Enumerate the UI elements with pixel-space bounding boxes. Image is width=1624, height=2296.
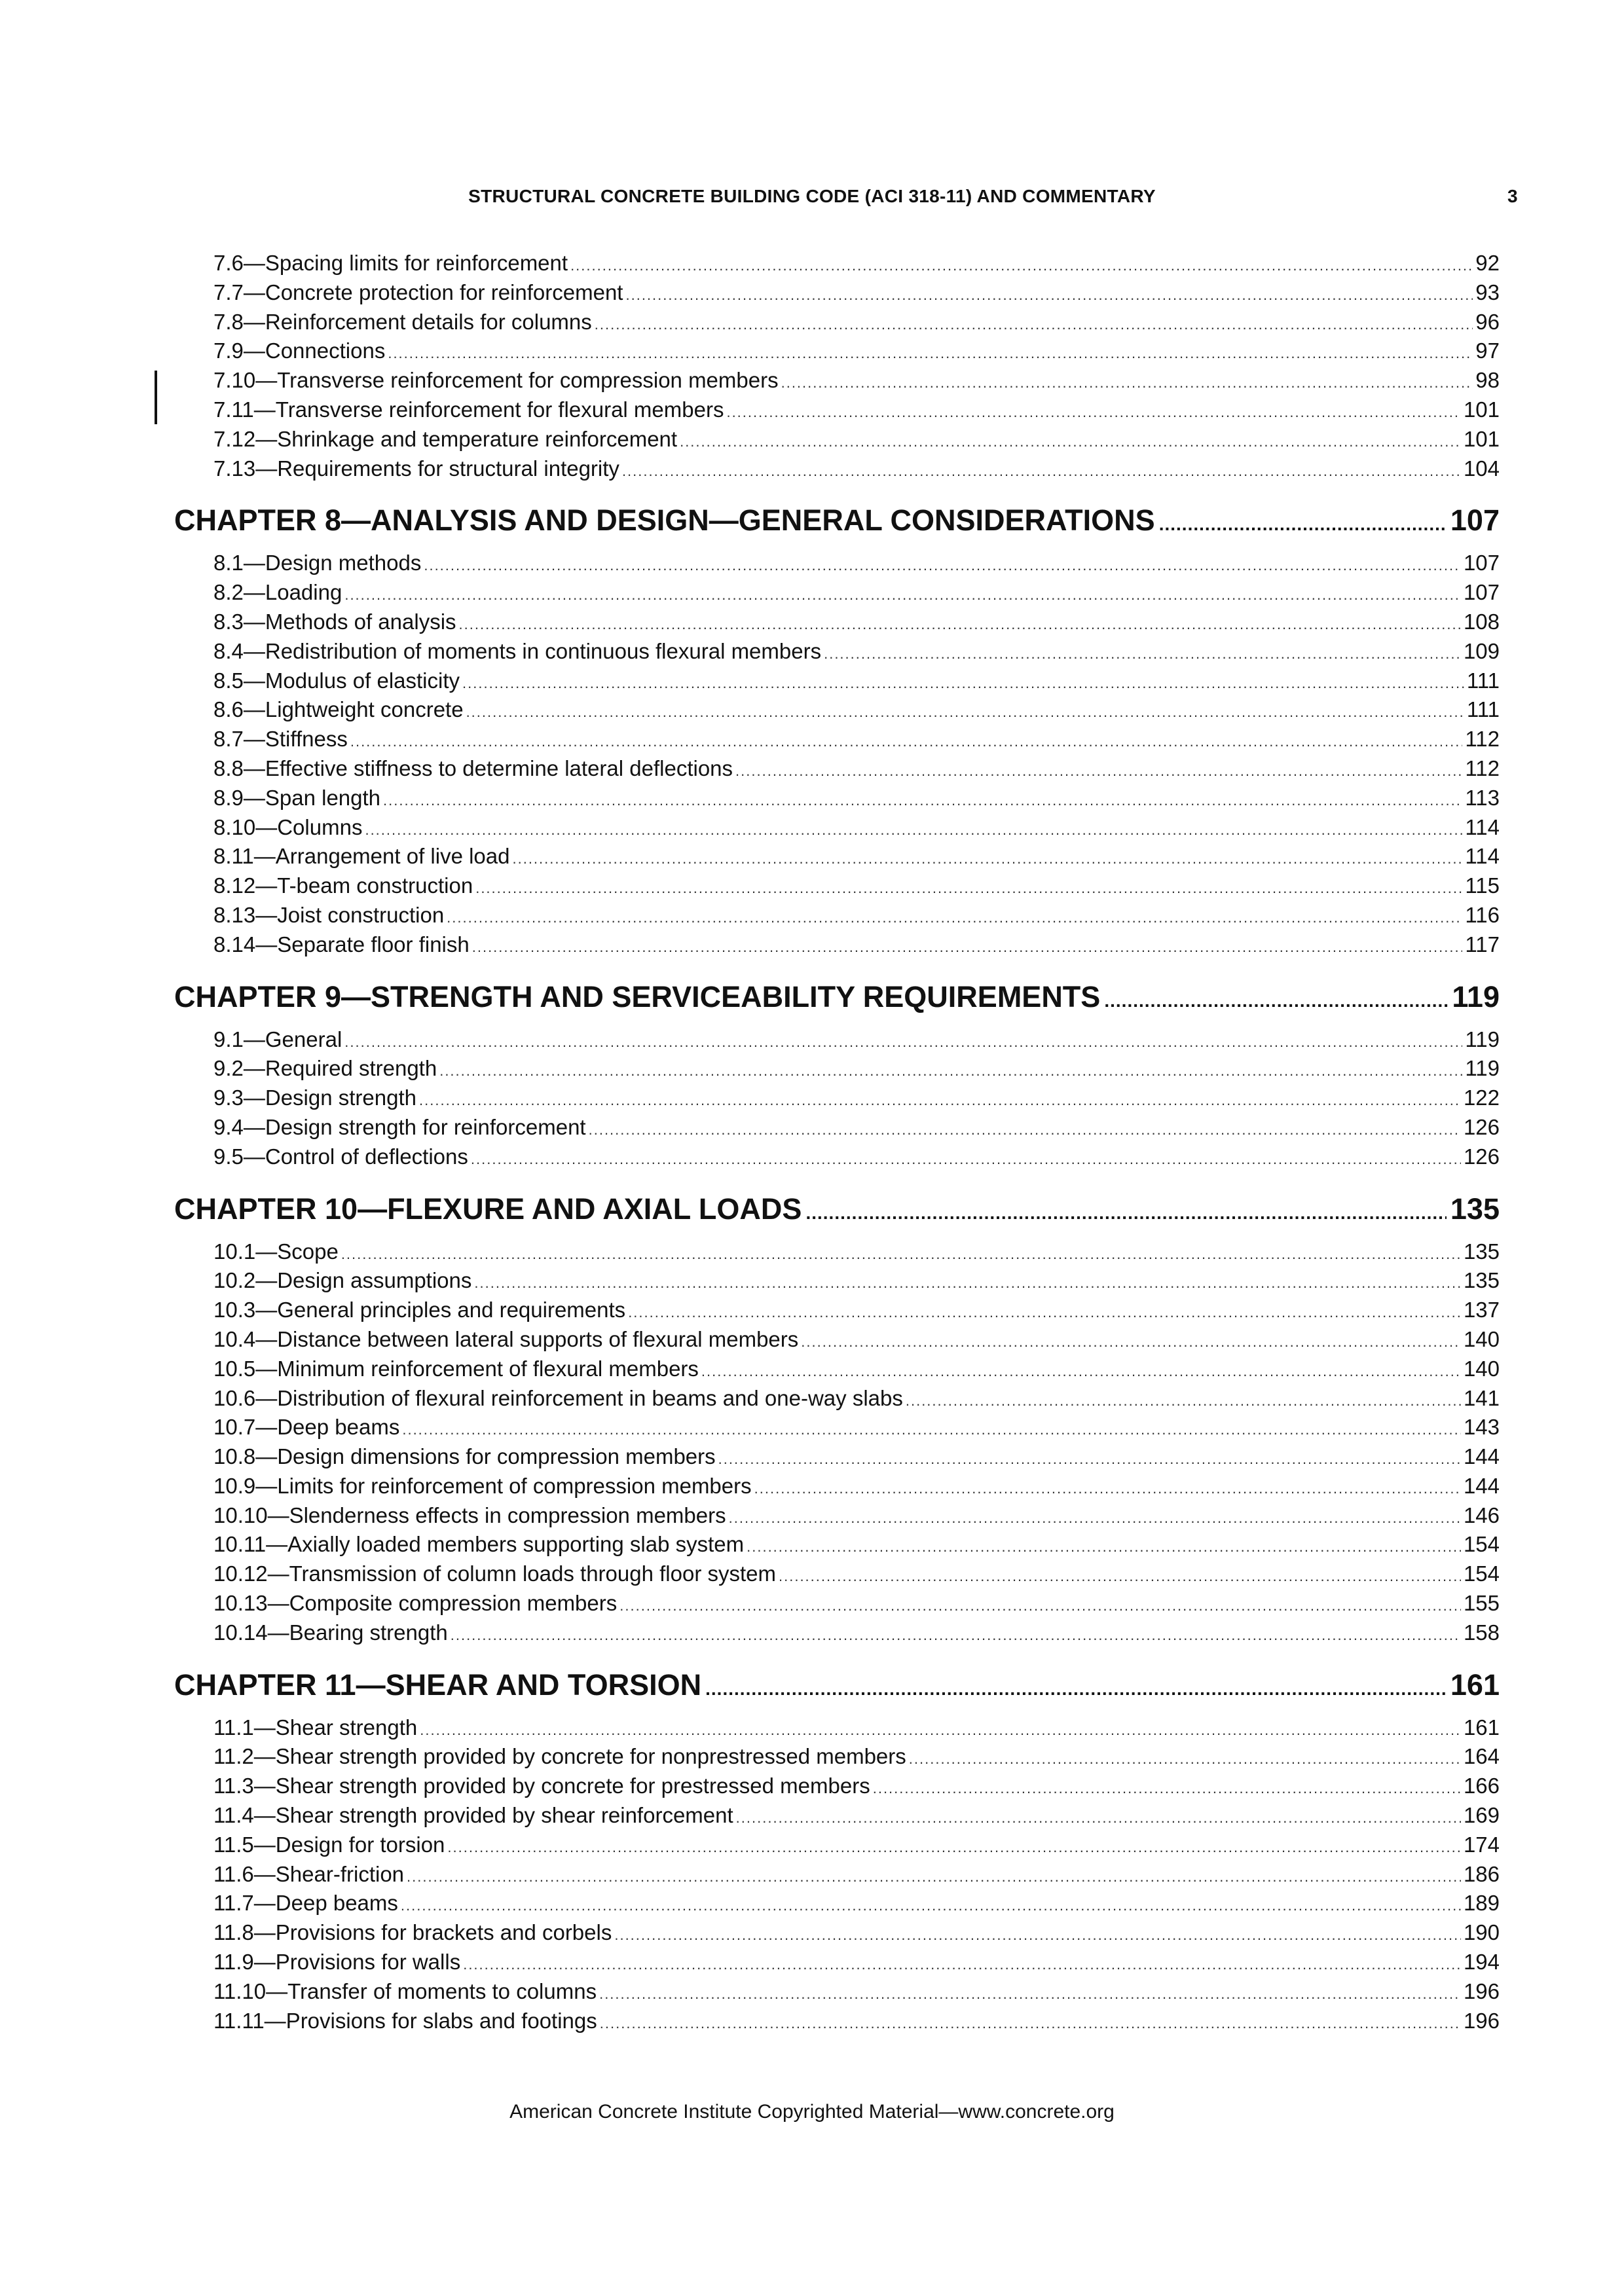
- toc-entry-title: 11.3—Shear strength provided by concrete for prestressed members: [213, 1774, 870, 1798]
- dot-leader: [459, 610, 1461, 640]
- toc-entry[interactable]: [174, 1530, 1500, 1559]
- dot-leader: [420, 1716, 1461, 1745]
- toc-entry[interactable]: [174, 1831, 1500, 1860]
- toc-entry[interactable]: [174, 1472, 1500, 1501]
- dot-leader: [589, 1116, 1461, 1145]
- toc-entry[interactable]: [174, 1713, 1500, 1743]
- dot-leader: [909, 1745, 1461, 1774]
- toc-entry-page-number: 169: [1463, 1803, 1500, 1828]
- toc-entry-title: 10.8—Design dimensions for compression members: [213, 1444, 716, 1469]
- toc-entry-title: 8.14—Separate floor finish: [213, 932, 470, 957]
- toc-entry[interactable]: [174, 813, 1500, 843]
- toc-entry-title: 8.13—Joist construction: [213, 902, 445, 927]
- dot-leader: [344, 1028, 1462, 1057]
- dot-leader: [600, 2009, 1461, 2039]
- chapter-heading[interactable]: [174, 1189, 1500, 1230]
- toc-entry-title: 7.7—Concrete protection for reinforcement: [213, 280, 623, 304]
- chapter-heading[interactable]: [174, 1665, 1500, 1705]
- dot-leader: [475, 874, 1462, 903]
- toc-entry[interactable]: [174, 871, 1500, 901]
- toc-entry[interactable]: [174, 842, 1500, 871]
- toc-entry[interactable]: [174, 1084, 1500, 1113]
- toc-entry[interactable]: [174, 1025, 1500, 1055]
- toc-entry[interactable]: [174, 1801, 1500, 1831]
- dot-leader: [736, 1804, 1461, 1833]
- dot-leader: [705, 1669, 1447, 1709]
- toc-entry-title: 10.3—General principles and requirements: [213, 1298, 626, 1322]
- dot-leader: [824, 640, 1461, 669]
- toc-entry-page-number: 166: [1463, 1774, 1500, 1798]
- toc-entry[interactable]: [174, 784, 1500, 813]
- toc-entry[interactable]: [174, 1889, 1500, 1918]
- toc-entry-title: 10.6—Distribution of flexural reinforcement in beams and one-way slabs: [213, 1385, 903, 1410]
- dot-leader: [462, 669, 1464, 699]
- toc-entry[interactable]: [174, 337, 1500, 366]
- toc-entry-title: 11.5—Design for torsion: [213, 1832, 445, 1857]
- toc-entry[interactable]: [174, 1618, 1500, 1648]
- chapter-title: CHAPTER 9—STRENGTH AND SERVICEABILITY REQUIREMENTS: [174, 979, 1101, 1013]
- toc-entry-page-number: 115: [1465, 873, 1500, 898]
- toc-entry-page-number: 111: [1466, 668, 1500, 693]
- toc-entry-title: 8.12—T-beam construction: [213, 873, 473, 898]
- toc-entry-page-number: 140: [1463, 1356, 1500, 1381]
- toc-entry-page-number: 174: [1463, 1832, 1500, 1857]
- dot-leader: [570, 251, 1473, 281]
- dot-leader: [729, 1504, 1461, 1533]
- toc-entry-page-number: 113: [1465, 785, 1500, 810]
- dot-leader: [447, 903, 1462, 933]
- dot-leader: [614, 1921, 1461, 1950]
- toc-entry[interactable]: [174, 754, 1500, 784]
- toc-entry-title: 10.9—Limits for reinforcement of compression members: [213, 1473, 752, 1498]
- dot-leader: [906, 1387, 1461, 1416]
- chapter-title: CHAPTER 11—SHEAR AND TORSION: [174, 1667, 702, 1702]
- toc-entry[interactable]: [174, 930, 1500, 960]
- toc-entry-title: 7.12—Shrinkage and temperature reinforcement: [213, 426, 678, 451]
- toc-entry[interactable]: [174, 1054, 1500, 1084]
- dot-leader: [622, 457, 1461, 486]
- toc-entry-page-number: 111: [1466, 697, 1500, 722]
- toc-entry-page-number: 108: [1463, 609, 1500, 634]
- toc-entry-title: 10.2—Design assumptions: [213, 1268, 472, 1293]
- toc-entry-title: 9.3—Design strength: [213, 1085, 417, 1110]
- toc-entry-title: 11.8—Provisions for brackets and corbels: [213, 1920, 612, 1945]
- toc-entry-page-number: 146: [1463, 1503, 1500, 1527]
- dot-leader: [754, 1474, 1461, 1504]
- toc-entry-page-number: 189: [1463, 1891, 1500, 1916]
- toc-entry-title: 8.2—Loading: [213, 580, 342, 605]
- toc-entry-title: 10.14—Bearing strength: [213, 1620, 448, 1645]
- toc-entry-page-number: 116: [1465, 902, 1500, 927]
- chapter-page-number: 119: [1452, 979, 1500, 1013]
- toc-entry[interactable]: [174, 395, 1500, 425]
- toc-entry-page-number: 117: [1465, 932, 1500, 957]
- dot-leader: [779, 1562, 1461, 1592]
- toc-entry-page-number: 119: [1465, 1056, 1500, 1081]
- toc-entry-page-number: 101: [1463, 426, 1500, 451]
- toc-entry-title: 8.9—Span length: [213, 785, 381, 810]
- dot-leader: [595, 310, 1473, 340]
- toc-entry-title: 9.4—Design strength for reinforcement: [213, 1114, 586, 1139]
- toc-entry-title: 8.3—Methods of analysis: [213, 609, 456, 634]
- toc-entry[interactable]: [174, 578, 1500, 608]
- toc-entry-page-number: 93: [1475, 280, 1500, 304]
- toc-entry-page-number: 122: [1463, 1085, 1500, 1110]
- table-of-contents: [174, 249, 1500, 2035]
- toc-entry-page-number: 92: [1475, 251, 1500, 275]
- dot-leader: [451, 1621, 1461, 1650]
- toc-entry-page-number: 96: [1475, 309, 1500, 334]
- toc-entry-page-number: 126: [1463, 1144, 1500, 1169]
- dot-leader: [747, 1533, 1461, 1562]
- dot-leader: [401, 1891, 1461, 1921]
- toc-entry-title: 11.10—Transfer of moments to columns: [213, 1978, 597, 2003]
- toc-entry-title: 11.11—Provisions for slabs and footings: [213, 2008, 597, 2033]
- toc-entry-page-number: 114: [1465, 844, 1500, 869]
- toc-entry[interactable]: [174, 1413, 1500, 1442]
- toc-entry[interactable]: [174, 1742, 1500, 1772]
- toc-entry-title: 11.6—Shear-friction: [213, 1861, 405, 1886]
- toc-entry[interactable]: [174, 1266, 1500, 1296]
- toc-entry-title: 10.11—Axially loaded members supporting slab system: [213, 1532, 745, 1557]
- toc-entry-page-number: 144: [1463, 1473, 1500, 1498]
- toc-entry[interactable]: [174, 666, 1500, 696]
- toc-entry[interactable]: [174, 1860, 1500, 1889]
- toc-entry-page-number: 144: [1463, 1444, 1500, 1469]
- toc-entry-page-number: 154: [1463, 1561, 1500, 1586]
- toc-entry[interactable]: [174, 249, 1500, 278]
- dot-leader: [407, 1863, 1461, 1892]
- toc-entry[interactable]: [174, 1142, 1500, 1172]
- dot-leader: [599, 1980, 1461, 2009]
- toc-entry[interactable]: [174, 1384, 1500, 1413]
- toc-entry-title: 10.1—Scope: [213, 1239, 339, 1264]
- dot-leader: [735, 757, 1462, 786]
- dot-leader: [350, 727, 1463, 757]
- toc-entry-title: 9.1—General: [213, 1027, 342, 1051]
- toc-entry-page-number: 101: [1463, 397, 1500, 422]
- dot-leader: [471, 1145, 1461, 1175]
- toc-entry-page-number: 126: [1463, 1114, 1500, 1139]
- toc-entry-page-number: 190: [1463, 1920, 1500, 1945]
- dot-leader: [873, 1774, 1461, 1804]
- dot-leader: [805, 1193, 1446, 1233]
- toc-entry-title: 9.2—Required strength: [213, 1056, 437, 1081]
- revision-change-bar: [155, 371, 157, 424]
- toc-entry-page-number: 135: [1463, 1268, 1500, 1293]
- chapter-heading[interactable]: [174, 500, 1500, 541]
- toc-entry[interactable]: [174, 1355, 1500, 1384]
- toc-entry-title: 8.10—Columns: [213, 814, 363, 839]
- toc-entry-page-number: 135: [1463, 1239, 1500, 1264]
- toc-entry-title: 10.13—Composite compression members: [213, 1591, 618, 1616]
- toc-entry[interactable]: [174, 1918, 1500, 1948]
- dot-leader: [447, 1833, 1461, 1863]
- toc-entry-title: 11.7—Deep beams: [213, 1891, 398, 1916]
- toc-entry-title: 11.2—Shear strength provided by concrete for nonprestressed members: [213, 1744, 906, 1769]
- toc-entry[interactable]: [174, 901, 1500, 930]
- toc-entry-title: 7.11—Transverse reinforcement for flexural members: [213, 397, 724, 422]
- toc-entry-title: 7.13—Requirements for structural integrity: [213, 456, 619, 481]
- toc-entry-page-number: 104: [1463, 456, 1500, 481]
- toc-entry-page-number: 97: [1475, 338, 1500, 363]
- dot-leader: [341, 1240, 1461, 1269]
- toc-entry-page-number: 107: [1463, 580, 1500, 605]
- toc-entry-page-number: 186: [1463, 1861, 1500, 1886]
- toc-entry[interactable]: [174, 2007, 1500, 2036]
- toc-entry[interactable]: [174, 278, 1500, 308]
- dot-leader: [402, 1415, 1461, 1445]
- toc-entry-title: 8.8—Effective stiffness to determine lateral deflections: [213, 756, 733, 780]
- toc-entry[interactable]: [174, 454, 1500, 484]
- dot-leader: [680, 428, 1461, 457]
- dot-leader: [718, 1445, 1461, 1474]
- toc-entry-page-number: 119: [1465, 1027, 1500, 1051]
- toc-entry[interactable]: [174, 695, 1500, 725]
- toc-entry-title: 8.11—Arrangement of live load: [213, 844, 510, 869]
- dot-leader: [383, 786, 1462, 816]
- toc-entry-page-number: 196: [1463, 2008, 1500, 2033]
- toc-entry-page-number: 154: [1463, 1532, 1500, 1557]
- dot-leader: [1104, 981, 1448, 1021]
- toc-entry-page-number: 98: [1475, 368, 1500, 393]
- toc-entry-title: 7.10—Transverse reinforcement for compression members: [213, 368, 779, 393]
- toc-entry[interactable]: [174, 1772, 1500, 1801]
- page-number: 3: [1507, 186, 1518, 206]
- toc-entry-title: 10.4—Distance between lateral supports of flexural members: [213, 1326, 799, 1351]
- toc-entry[interactable]: [174, 308, 1500, 337]
- dot-leader: [726, 398, 1460, 428]
- toc-entry-page-number: 140: [1463, 1326, 1500, 1351]
- toc-entry-page-number: 164: [1463, 1744, 1500, 1769]
- toc-entry-page-number: 155: [1463, 1591, 1500, 1616]
- toc-entry-title: 10.10—Slenderness effects in compression members: [213, 1503, 726, 1527]
- toc-entry-title: 10.5—Minimum reinforcement of flexural members: [213, 1356, 699, 1381]
- toc-entry[interactable]: [174, 366, 1500, 395]
- toc-entry-page-number: 112: [1465, 756, 1500, 780]
- toc-entry-title: 10.12—Transmission of column loads through floor system: [213, 1561, 776, 1586]
- dot-leader: [419, 1086, 1461, 1116]
- chapter-page-number: 135: [1450, 1192, 1500, 1226]
- dot-leader: [628, 1298, 1461, 1328]
- toc-entry[interactable]: [174, 1948, 1500, 1977]
- toc-entry-page-number: 196: [1463, 1978, 1500, 2003]
- toc-entry[interactable]: [174, 725, 1500, 754]
- toc-entry-page-number: 141: [1463, 1385, 1500, 1410]
- dot-leader: [472, 933, 1463, 962]
- toc-entry-page-number: 107: [1463, 551, 1500, 575]
- toc-entry-title: 11.1—Shear strength: [213, 1715, 418, 1740]
- toc-entry-title: 11.4—Shear strength provided by shear reinforcement: [213, 1803, 733, 1828]
- dot-leader: [701, 1357, 1461, 1387]
- toc-entry[interactable]: [174, 549, 1500, 578]
- running-title: STRUCTURAL CONCRETE BUILDING CODE (ACI 318-11) AND COMMENTARY: [468, 186, 1156, 206]
- toc-entry-page-number: 109: [1463, 638, 1500, 663]
- chapter-page-number: 107: [1450, 503, 1500, 538]
- dot-leader: [619, 1592, 1461, 1621]
- dot-leader: [463, 1950, 1461, 1980]
- toc-entry-title: 8.5—Modulus of elasticity: [213, 668, 460, 693]
- toc-entry[interactable]: [174, 1237, 1500, 1267]
- toc-entry[interactable]: [174, 1296, 1500, 1325]
- toc-entry-page-number: 137: [1463, 1298, 1500, 1322]
- toc-entry[interactable]: [174, 1589, 1500, 1618]
- dot-leader: [781, 369, 1473, 398]
- toc-entry[interactable]: [174, 1977, 1500, 2007]
- toc-entry-page-number: 112: [1465, 727, 1500, 752]
- toc-entry[interactable]: [174, 1442, 1500, 1472]
- dot-leader: [466, 698, 1464, 727]
- dot-leader: [388, 339, 1473, 369]
- toc-entry-title: 8.1—Design methods: [213, 551, 422, 575]
- toc-entry-title: 10.7—Deep beams: [213, 1415, 400, 1440]
- toc-entry-page-number: 194: [1463, 1950, 1500, 1975]
- dot-leader: [512, 845, 1462, 874]
- toc-entry[interactable]: [174, 637, 1500, 666]
- dot-leader: [474, 1269, 1461, 1298]
- toc-entry[interactable]: [174, 1325, 1500, 1355]
- toc-entry-title: 11.9—Provisions for walls: [213, 1950, 461, 1975]
- toc-entry[interactable]: [174, 1501, 1500, 1531]
- toc-entry-page-number: 114: [1465, 814, 1500, 839]
- chapter-title: CHAPTER 8—ANALYSIS AND DESIGN—GENERAL CONSIDERATIONS: [174, 503, 1155, 538]
- toc-entry[interactable]: [174, 608, 1500, 637]
- toc-entry-title: 7.6—Spacing limits for reinforcement: [213, 251, 568, 275]
- dot-leader: [344, 581, 1461, 610]
- chapter-heading[interactable]: [174, 977, 1500, 1017]
- toc-entry-title: 8.4—Redistribution of moments in continuous flexural members: [213, 638, 822, 663]
- toc-entry-page-number: 143: [1463, 1415, 1500, 1440]
- dot-leader: [625, 281, 1473, 310]
- dot-leader: [1159, 504, 1447, 545]
- toc-entry-title: 9.5—Control of deflections: [213, 1144, 468, 1169]
- dot-leader: [424, 551, 1461, 581]
- toc-entry-title: 7.8—Reinforcement details for columns: [213, 309, 592, 334]
- toc-entry-title: 7.9—Connections: [213, 338, 386, 363]
- toc-entry-page-number: 158: [1463, 1620, 1500, 1645]
- toc-entry[interactable]: [174, 425, 1500, 454]
- dot-leader: [439, 1057, 1462, 1086]
- copyright-footer: American Concrete Institute Copyrighted Material—www.concrete.org: [509, 2101, 1115, 2123]
- toc-entry-title: 8.6—Lightweight concrete: [213, 697, 464, 722]
- toc-entry-page-number: 161: [1463, 1715, 1500, 1740]
- chapter-title: CHAPTER 10—FLEXURE AND AXIAL LOADS: [174, 1192, 802, 1226]
- toc-entry[interactable]: [174, 1113, 1500, 1142]
- dot-leader: [801, 1328, 1461, 1357]
- page-header: [0, 186, 1624, 212]
- dot-leader: [365, 816, 1462, 845]
- toc-entry[interactable]: [174, 1559, 1500, 1589]
- toc-entry-title: 8.7—Stiffness: [213, 727, 348, 752]
- chapter-page-number: 161: [1450, 1667, 1500, 1702]
